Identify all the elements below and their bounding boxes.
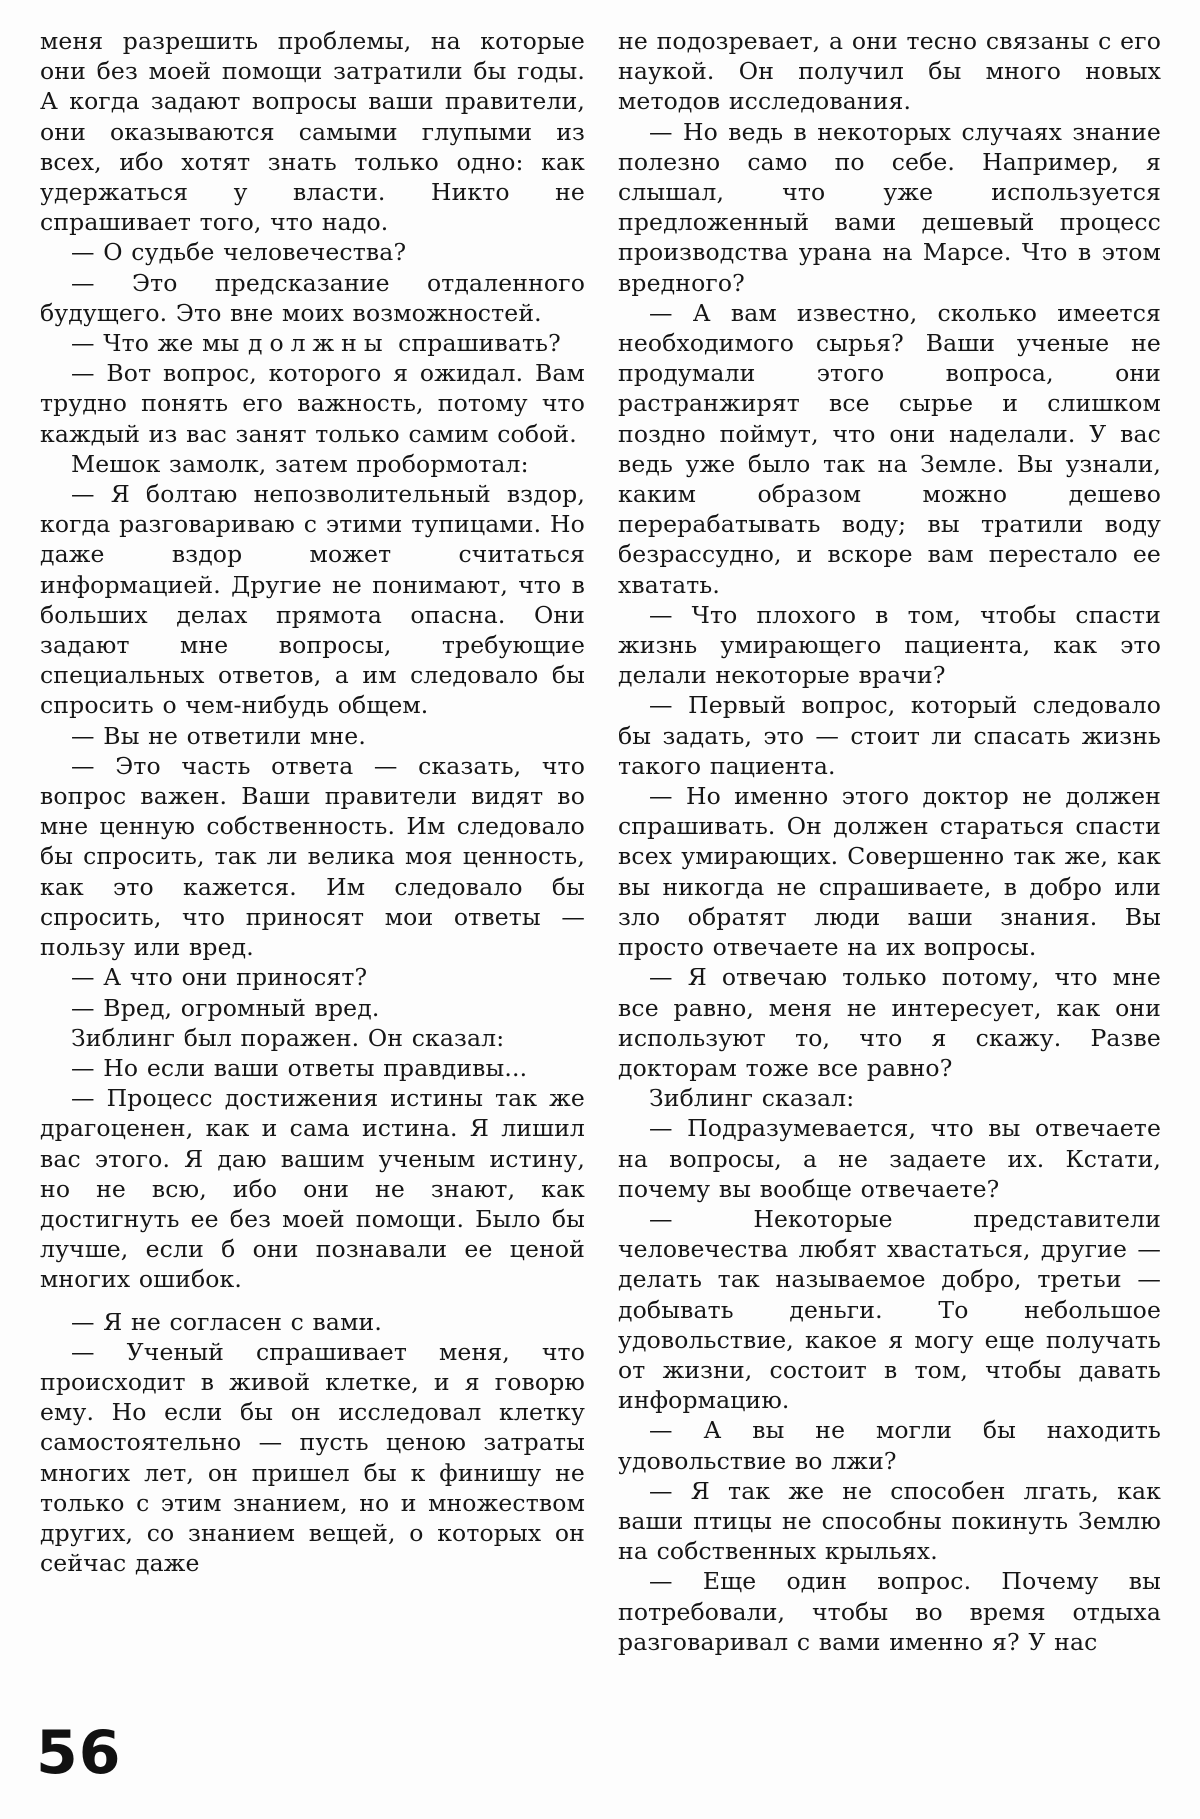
- dialogue-line: — Ученый спрашивает меня, что происходит в живой клетке, и я говорю ему. Но если бы он исследовал клетку самостоятельно — пусть ценою затраты многих лет, он пришел бы к финишу не только с этим знанием, но и множеством других, со знанием вещей, о которых он сейчас даже: [40, 1337, 585, 1578]
- dialogue-line: — Вы не ответили мне.: [71, 721, 366, 750]
- dialogue-text: спрашивать?: [389, 329, 561, 358]
- dialogue-line: — Что плохого в том, чтобы спасти жизнь умирающего пациента, как это делали некоторые врачи?: [618, 600, 1161, 690]
- paragraph: не подозревает, а они тесно связаны с его наукой. Он получил бы много новых методов исследования.: [618, 27, 1161, 116]
- paragraph: Зиблинг был поражен. Он сказал:: [71, 1023, 505, 1052]
- dialogue-text: — Что же мы: [71, 329, 249, 358]
- emphasized-word: должны: [248, 329, 390, 358]
- dialogue-line: [40, 328, 585, 358]
- dialogue-line: — Я отвечаю только потому, что мне все равно, меня не интересует, как они используют то, что я скажу. Разве докторам тоже все равно?: [618, 963, 1161, 1082]
- paragraph: меня разрешить проблемы, на которые они без моей помощи затратили бы годы. А когда задают вопросы ваши правители, они оказываются самыми глупыми из всех, ибо хотят знать только одно: как удержаться у власти. Никто не спрашивает того, что надо.: [40, 27, 585, 237]
- paragraph: Мешок замолк, затем пробормотал:: [71, 449, 529, 478]
- left-text-column: [40, 26, 585, 1578]
- dialogue-line: — А вы не могли бы находить удовольствие во лжи?: [618, 1416, 1161, 1475]
- dialogue-line: — Первый вопрос, который следовало бы задать, это — стоит ли спасать жизнь такого пациента.: [618, 691, 1161, 780]
- dialogue-line: — Вред, огромный вред.: [71, 993, 380, 1022]
- dialogue-line: — Я так же не способен лгать, как ваши птицы не способны покинуть Землю на собственных крыльях.: [618, 1476, 1161, 1566]
- page-number: 56: [36, 1718, 122, 1788]
- dialogue-line: — Подразумевается, что вы отвечаете на вопросы, а не задаете их. Кстати, почему вы вообще отвечаете?: [618, 1114, 1161, 1203]
- dialogue-line: — Но именно этого доктор не должен спрашивать. Он должен стараться спасти всех умирающих. Совершенно так же, как вы никогда не спрашиваете, в добро или зло обратят люди ваши знания. Вы просто отвечаете на их вопросы.: [618, 782, 1161, 962]
- dialogue-line: — Еще один вопрос. Почему вы потребовали, чтобы во время отдыха разговаривал с вами именно я? У нас: [618, 1567, 1161, 1656]
- dialogue-line: — Вот вопрос, которого я ожидал. Вам трудно понять его важность, потому что каждый из вас занят только самим собой.: [40, 359, 585, 448]
- dialogue-line: — Но если ваши ответы правдивы...: [71, 1053, 528, 1082]
- dialogue-line: — Это предсказание отдаленного будущего. Это вне моих возможностей.: [40, 268, 585, 327]
- right-text-column: [618, 26, 1161, 1657]
- dialogue-line: — Это часть ответа — сказать, что вопрос важен. Ваши правители видят во мне ценную собственность. Им следовало бы спросить, так ли велика моя ценность, как это кажется. Им следовало бы спросить, что приносят мои ответы — пользу или вред.: [40, 751, 585, 962]
- dialogue-line: — Некоторые представители человечества любят хвастаться, другие — делать так называемое добро, третьи — добывать деньги. То небольшое удовольствие, какое я могу еще получать от жизни, состоит в том, чтобы давать информацию.: [618, 1204, 1161, 1415]
- dialogue-line: — Но ведь в некоторых случаях знание полезно само по себе. Например, я слышал, что уже используется предложенный вами дешевый процесс производства урана на Марсе. Что в этом вредного?: [618, 117, 1161, 297]
- dialogue-line: — А вам известно, сколько имеется необходимого сырья? Ваши ученые не продумали этого вопроса, они растранжирят все сырье и слишком поздно поймут, что они наделали. У вас ведь уже было так на Земле. Вы узнали, каким образом можно дешево перерабатывать воду; вы тратили воду безрассудно, и вскоре вам перестало ее хватать.: [618, 298, 1161, 599]
- dialogue-line: — А что они приносят?: [71, 963, 368, 992]
- dialogue-line: — Процесс достижения истины так же драгоценен, как и сама истина. Я лишил вас этого. Я даю вашим ученым истину, но не всю, ибо они не знают, как достигнуть ее без моей помощи. Было бы лучше, если б они познавали ее ценой многих ошибок.: [40, 1084, 585, 1294]
- dialogue-line: — Я болтаю непозволительный вздор, когда разговариваю с этими тупицами. Но даже вздор может считаться информацией. Другие не понимают, что в больших делах прямота опасна. Они задают мне вопросы, требующие специальных ответов, а им следовало бы спросить о чем-нибудь общем.: [40, 480, 585, 720]
- dialogue-line: — О судьбе человечества?: [71, 238, 407, 267]
- dialogue-line: — Я не согласен с вами.: [71, 1307, 382, 1336]
- paragraph: Зиблинг сказал:: [649, 1084, 855, 1113]
